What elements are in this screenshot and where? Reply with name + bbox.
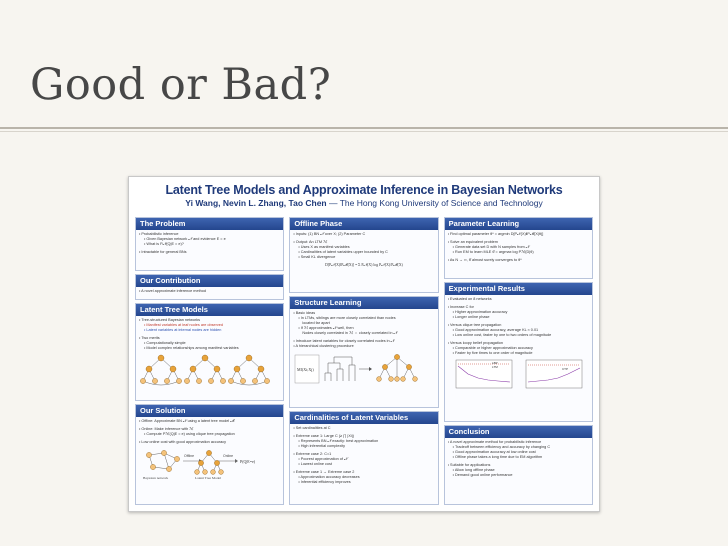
text-line: • In LTMs, siblings are more closely correlated than nodes [298,316,396,320]
text-line: • Lowest online cost [298,462,332,466]
text-line: • Higher approximation accuracy [452,310,508,314]
section-body [445,438,592,504]
section-heading: The Problem [136,218,283,230]
text-line: • Output: An LTM ℳ [293,240,328,244]
section-body [136,316,283,400]
results-plots [448,358,589,394]
text-line: • Extreme case 2: C=1 [293,452,332,456]
poster-author-names: Yi Wang, Nevin L. Zhang, Tao Chen [185,198,327,208]
section-conclusion [444,425,593,505]
text-line: • High inferential complexity [298,444,346,448]
section-body [445,295,592,421]
title-divider [0,127,728,129]
section-body [136,287,283,299]
text-line: • Approximation accuracy decreases [298,475,360,479]
section-body [290,309,437,407]
poster-header [129,177,599,213]
poster-column-left [135,217,284,505]
text-line: • Low online cost with good approximation accuracy [139,440,227,444]
section-heading: Conclusion [445,426,592,438]
text-line: • Cardinalities of latent variables upper bounded by C [298,250,388,254]
legend-lbp: LBP [491,361,498,365]
text-line: • Inputs: (1) BN 𝒩 over X; (2) Parameter C [293,232,366,236]
slide-title: Good or Bad? [30,60,332,110]
query-label: P(Q|E=e) [240,459,256,464]
text-line: • Suitable for applications [447,463,491,467]
text-line: • What is P𝒩(Q|E = e)? [144,242,184,246]
text-line: • Probabilistic inference [139,232,179,236]
poster-column-right [444,217,593,505]
text-line: • Allow long offline phase [452,468,495,472]
poster-image [128,176,600,512]
text-line: • Increase C for [447,305,474,309]
solution-diagram [139,447,280,481]
online-label: Online [223,454,234,458]
text-line: • Set cardinalities at C [293,426,331,430]
text-line: • Offline phase takes a long time due to EM algorithm [452,455,543,459]
legend-ctp: CTP [561,367,568,371]
text-line: • Tree-structured Bayesian networks [139,318,201,322]
section-body [445,230,592,278]
section-parameter-learning [444,217,593,279]
ltm-tree-diagrams [139,353,279,389]
text-line: • Extreme case 1 → Extreme case 2 [293,470,355,474]
text-line: • Inferential efficiency improves [298,480,351,484]
text-line: • Online: Make inference with ℳ [139,427,194,431]
text-line: • Good approximation accuracy, average KL ≈ 0.01 [452,328,539,332]
section-body [136,230,283,270]
text-line: located far apart [302,321,330,325]
offline-label: Offline [184,454,195,458]
text-line: • Evaluated on 8 networks [447,297,492,301]
text-line: • Intractable for general BNs [139,250,187,254]
poster-title: Latent Tree Models and Approximate Inference in Bayesian Networks [165,183,563,197]
poster-column-middle [289,217,438,505]
structure-diagram [293,351,434,391]
text-line: • If ℳ approximates 𝒩 well, then [298,326,354,330]
text-line: • Solve an equivalent problem [447,240,498,244]
section-heading: Our Solution [136,405,283,417]
text-line: • Introduce latent variables for closely correlated nodes in 𝒩 [293,339,395,343]
text-line: • A hierarchical clustering procedure [293,344,354,348]
ltm-diagrams [139,353,280,389]
text-line: • Tradeoff between efficiency and accuracy by changing C [452,445,551,449]
text-line: • Model complex relationships among manifest variables [144,346,239,350]
text-line: • A novel approximate inference method [139,289,206,293]
bn-to-ltm-diagram [139,447,279,481]
text-line: • As N → ∞, θ̂ almost surely converges to θ* [447,258,522,262]
section-structure-learning [289,296,438,408]
text-line: • Computationally simple [144,341,186,345]
section-heading: Experimental Results [445,283,592,295]
text-line: • Represents BN 𝒩 exactly: best approximation [298,439,379,443]
text-line: • Offline: Approximate BN 𝒩 using a latent tree model ℳ [139,419,235,423]
text-line: • Low online cost, faster by one to two orders of magnitude [452,333,552,337]
poster-columns [135,217,593,505]
results-line-plots [448,358,588,394]
ltm-caption: Latent Tree Model [195,476,222,480]
section-heading: Cardinalities of Latent Variables [290,412,437,424]
section-offline-phase [289,217,438,293]
section-heading: Latent Tree Models [136,304,283,316]
section-body [290,230,437,292]
text-line: • Given Bayesian network 𝒩 and evidence E = e [144,237,226,241]
text-line: • Manifest variables at leaf nodes are observed [144,323,223,327]
text-line: • Versus clique tree propagation [447,323,502,327]
text-line: • Latent variables at internal nodes are hidden [144,328,222,332]
text-line: • Extreme case 1: Large C (≥ ∏ |Xi|) [293,434,354,438]
text-line: • Uses X as manifest variables [298,245,350,249]
section-heading: Our Contribution [136,275,283,287]
section-experimental-results [444,282,593,422]
section-our-solution [135,404,284,505]
text-line: • Find optimal parameter θ* = argmin D[P𝒩(X)‖Pℳ(X|θ)] [447,232,544,236]
section-contribution [135,274,284,300]
text-line: • A novel approximate method for probabilistic inference [447,440,542,444]
section-heading: Structure Learning [290,297,437,309]
section-body [136,417,283,504]
text-line: • Comparable or higher approximation accuracy [452,346,533,350]
poster-affiliation: — The Hong Kong University of Science and Technology [329,198,543,208]
hierarchical-clustering-diagram [293,351,433,391]
text-line: • Generate data set D with N samples from 𝒩 [452,245,530,249]
section-cardinalities [289,411,438,505]
poster-authors [129,198,599,208]
section-heading: Offline Phase [290,218,437,230]
title-divider-thin [0,131,728,132]
section-heading: Parameter Learning [445,218,592,230]
text-line: • Longer online phase [452,315,490,319]
text-line: • Demand good online performance [452,473,513,477]
kl-formula: D[P𝒩(X)‖Pℳ(X)] = Σ P𝒩(X) log P𝒩(X)/Pℳ(X) [325,263,403,267]
section-body [290,424,437,504]
bn-caption: Bayesian network [143,476,169,480]
text-line: • Two merits [139,336,160,340]
text-line: • Poorest approximation of 𝒩 [298,457,348,461]
text-line: • Good approximation accuracy at low online cost [452,450,536,454]
text-line: • Small KL divergence [298,255,336,259]
legend-ltm: LTM [491,365,498,369]
text-line: Nodes closely correlated in ℳ ⇔ closely correlated in 𝒩 [302,331,398,335]
mi-label: MI(Xi;Xj) [297,367,314,372]
text-line: • Compute Pℳ(Q|E = e) using clique tree propagation [144,432,235,436]
text-line: • Faster by five times to one order of magnitude [452,351,533,355]
text-line: • Versus loopy belief propagation [447,341,504,345]
text-line: • Run EM to learn MLE θ̂ = argmax log Pℳ(D|θ) [452,250,534,254]
section-problem [135,217,284,271]
text-line: • Basic ideas [293,311,316,315]
section-latent-tree-models [135,303,284,401]
